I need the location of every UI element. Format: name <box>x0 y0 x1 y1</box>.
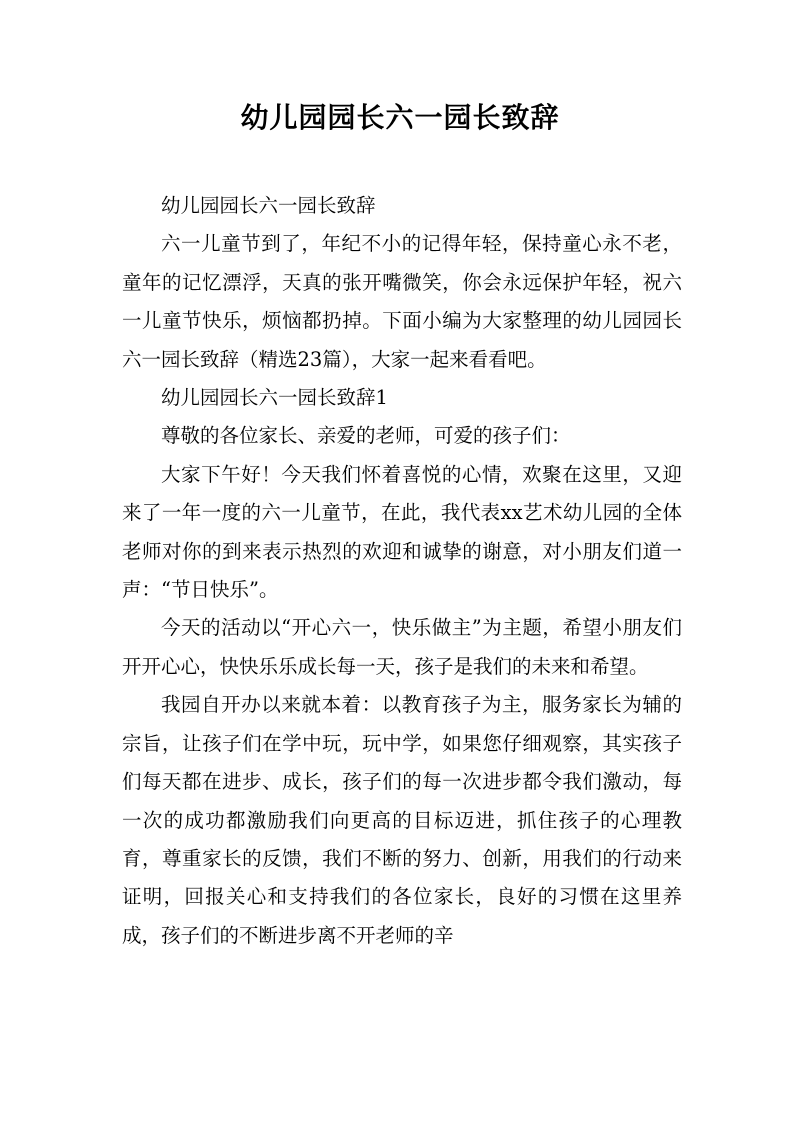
paragraph-greeting: 大家下午好！今天我们怀着喜悦的心情，欢聚在这里，又迎来了一年一度的六一儿童节，在此，我代表xx艺术幼儿园的全体老师对你的到来表示热烈的欢迎和诚挚的谢意，对小朋友们道一声：“节日快乐”。 <box>122 462 682 602</box>
paragraph-mission: 我园自开办以来就本着：以教育孩子为主，服务家长为辅的宗旨，让孩子们在学中玩，玩中学，如果您仔细观察，其实孩子们每天都在进步、成长，孩子们的每一次进步都令我们激动，每一次的成功都激励我们向更高的目标迈进，抓住孩子的心理教育，尊重家长的反馈，我们不断的努力、创新，用我们的行动来证明，回报关心和支持我们的各位家长，良好的习惯在这里养成，孩子们的不断进步离不开老师的辛 <box>122 693 682 947</box>
document-title: 幼儿园园长六一园长致辞 <box>240 101 560 134</box>
paragraph-salutation: 尊敬的各位家长、亲爱的老师，可爱的孩子们： <box>161 424 571 448</box>
paragraph-theme: 今天的活动以“开心六一，快乐做主”为主题，希望小朋友们开开心心，快快乐乐成长每一天，孩子是我们的未来和希望。 <box>122 616 682 678</box>
paragraph-section-heading: 幼儿园园长六一园长致辞1 <box>161 386 388 410</box>
paragraph-intro: 六一儿童节到了，年纪不小的记得年轻，保持童心永不老，童年的记忆漂浮，天真的张开嘴微笑，你会永远保护年轻，祝六一儿童节快乐，烦恼都扔掉。下面小编为大家整理的幼儿园园长六一园长致辞（精选23篇），大家一起来看看吧。 <box>122 232 682 371</box>
paragraph-subtitle: 幼儿园园长六一园长致辞 <box>161 194 376 217</box>
document-body <box>122 187 682 955</box>
